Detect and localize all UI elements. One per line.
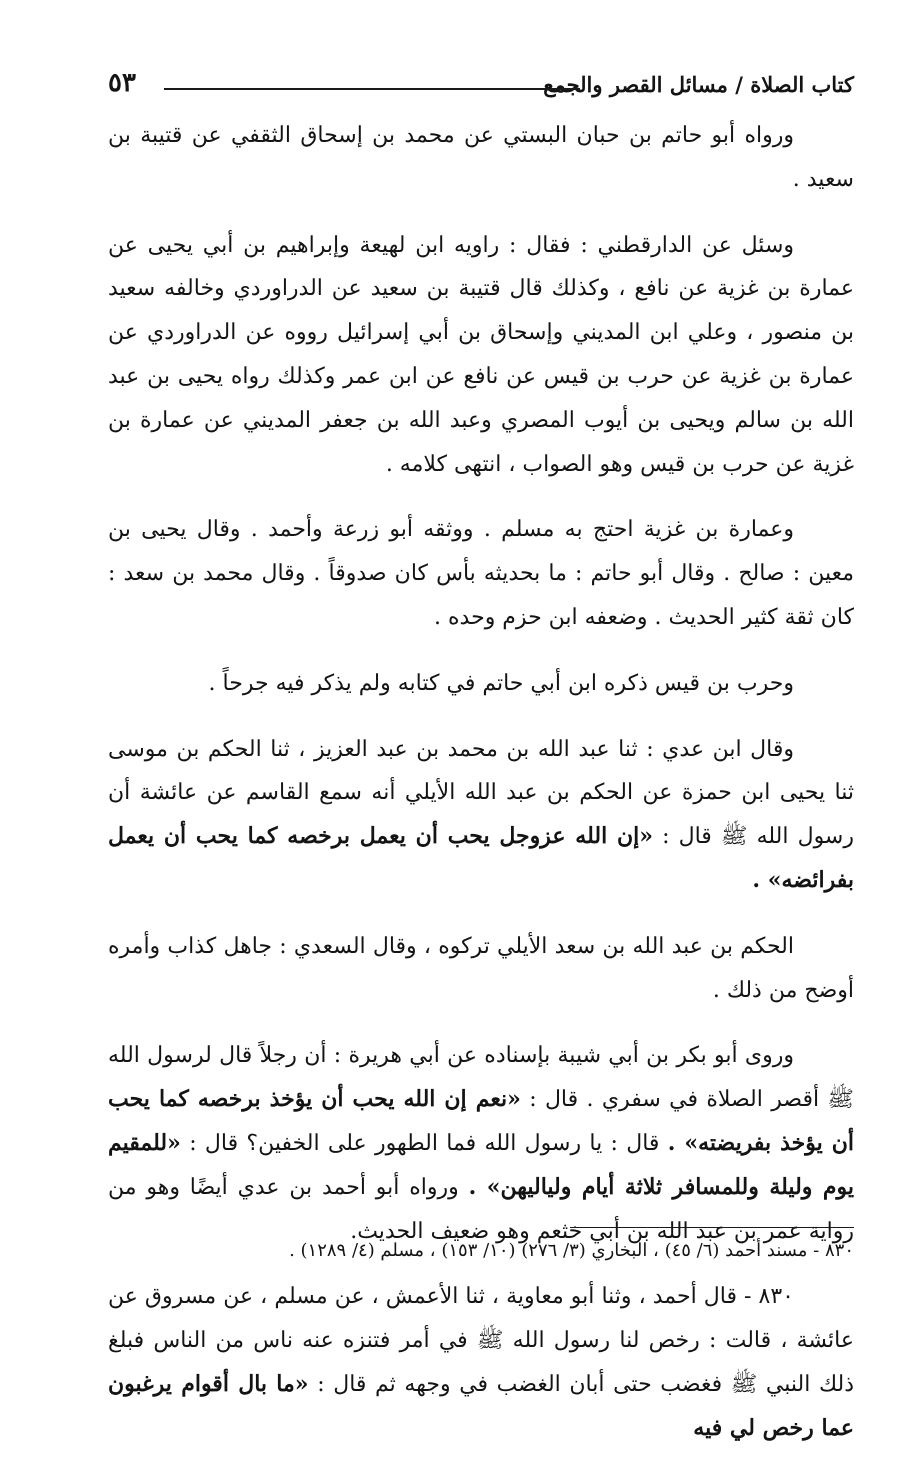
page-number: ٥٣ — [108, 68, 136, 98]
paragraph — [108, 728, 854, 903]
page-header — [108, 68, 854, 108]
paragraph — [108, 925, 854, 1013]
paragraph-text: ورواه أبو حاتم بن حبان البستي عن محمد بن إسحاق الثقفي عن قتيبة بن سعيد . — [108, 123, 854, 192]
footnote-rule — [570, 1227, 854, 1228]
paragraph — [108, 1034, 854, 1253]
paragraph-text: وروى أبو بكر بن أبي شيبة بإسناده عن أبي هريرة : أن رجلاً قال لرسول الله ﷺ أقصر الصلاة في سفري . قال : — [108, 1043, 855, 1113]
paragraph — [108, 508, 854, 639]
paragraph-text: وسئل عن الدارقطني : فقال : راويه ابن لهيعة وإبراهيم بن أبي يحيى عن عمارة بن غزية عن نافع ، وكذلك قال قتيبة بن سعيد عن الدراوردي وخالفه سعيد بن منصور ، وعلي ابن المديني وإسحاق بن أبي إسرائيل رووه عن الدراوردي عن عمارة بن غزية عن حرب بن قيس عن نافع عن ابن عمر وكذلك رواه يحيى بن عبد الله بن سالم ويحيى بن أيوب المصري وعبد الله بن جعفر المديني عن عمارة بن غزية عن حرب بن قيس وهو الصواب ، انتهى كلامه . — [108, 232, 854, 477]
hadith-quote: «ما بال أقوام يرغبون عما رخص لي فيه — [108, 1370, 854, 1441]
paragraph — [108, 662, 854, 706]
hadith-quote: «نعم إن الله يحب أن يؤخذ برخصه كما يحب أن يؤخذ بفريضته» . — [108, 1086, 854, 1156]
paragraph — [108, 114, 854, 202]
paragraph-text: وقال ابن عدي : ثنا عبد الله بن محمد بن عبد العزيز ، ثنا الحكم بن موسى ثنا يحيى ابن حمزة عن الحكم بن عبد الله الأيلي أنه سمع القاسم عن عائشة أن رسول الله ﷺ قال : — [108, 736, 854, 850]
hadith-quote: «للمقيم يوم وليلة وللمسافر ثلاثة أيام ولياليهن» . — [108, 1129, 854, 1200]
header-rule — [164, 88, 580, 90]
paragraph — [108, 1275, 854, 1450]
hadith-quote: «إن الله عزوجل يحب أن يعمل برخصه كما يحب أن يعمل بفرائضه» . — [108, 823, 854, 893]
running-title: كتاب الصلاة / مسائل القصر والجمع — [543, 72, 854, 97]
paragraph-text: ٨٣٠ - قال أحمد ، وثنا أبو معاوية ، ثنا الأعمش ، عن مسلم ، عن مسروق عن عائشة ، قالت : رخص لنا رسول الله ﷺ في أمر فتنزه عنه ناس من الناس فبلغ ذلك النبي ﷺ فغضب حتى أبان الغضب في وجهه ثم قال : — [108, 1284, 854, 1397]
paragraph-text: وعمارة بن غزية احتج به مسلم . ووثقه أبو زرعة وأحمد . وقال يحيى بن معين : صالح . وقال أبو حاتم : ما بحديثه بأس كان صدوقاً . وقال محمد بن سعد : كان ثقة كثير الحديث . وضعفه ابن حزم وحده . — [108, 517, 854, 630]
paragraph-text: وحرب بن قيس ذكره ابن أبي حاتم في كتابه ولم يذكر فيه جرحاً . — [208, 670, 794, 696]
paragraph — [108, 224, 854, 487]
body-text — [108, 114, 854, 1472]
paragraph-text: قال : يا رسول الله فما الطهور على الخفين؟ قال : — [189, 1130, 660, 1156]
paragraph-text: الحكم بن عبد الله بن سعد الأيلي تركوه ، وقال السعدي : جاهل كذاب وأمره أوضح من ذلك . — [108, 933, 854, 1003]
paragraph-text: ورواه أبو أحمد بن عدي أيضًا وهو من رواية عمر بن عبد الله بن أبي خثعم وهو ضعيف الحديث. — [108, 1174, 854, 1244]
footnote: ٨٣٠ - مسند أحمد (٦/ ٤٥) ، البخاري (٣/ ٢٧٦) (١٠/ ١٥٣) ، مسلم (٤/ ١٢٨٩) . — [289, 1240, 854, 1261]
